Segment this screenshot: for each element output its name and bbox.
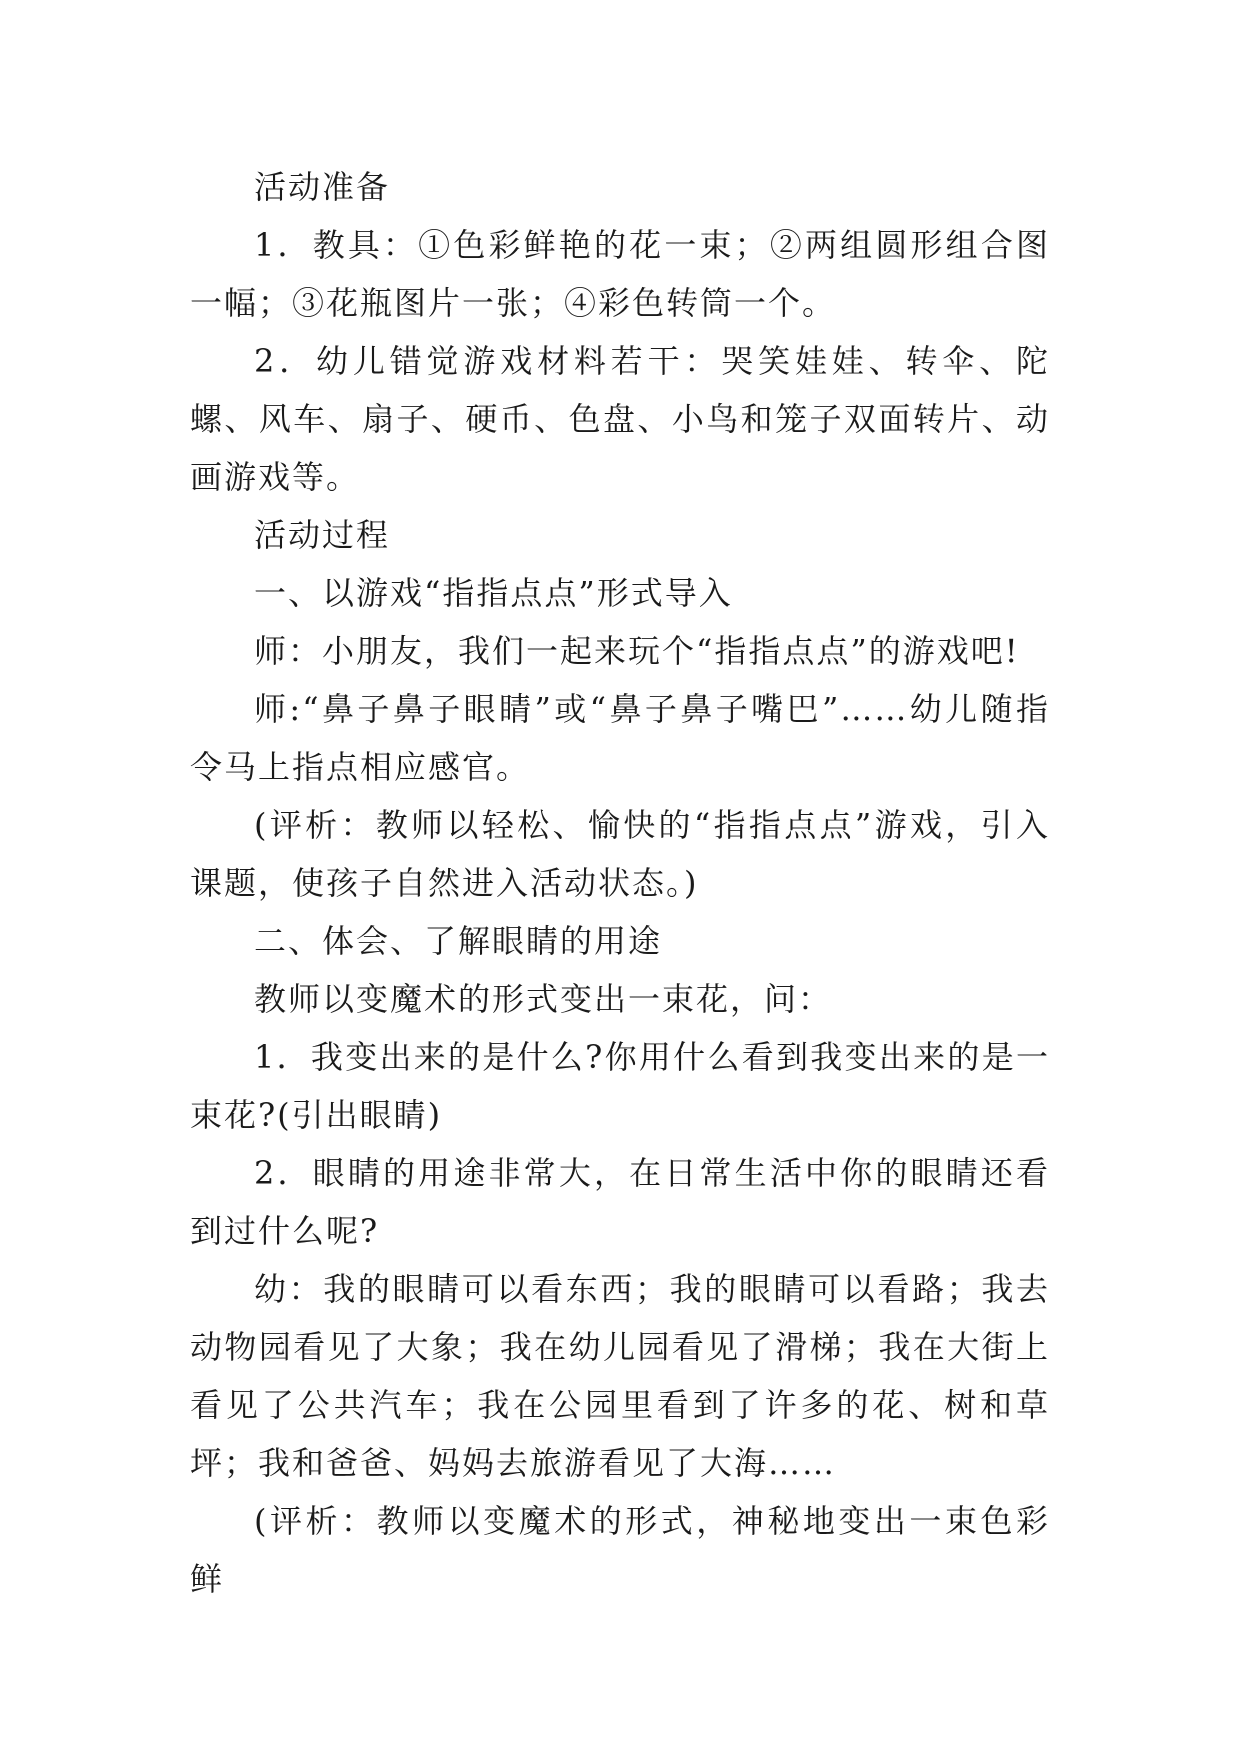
paragraph-teacher-instruction: 师:“鼻子鼻子眼睛”或“鼻子鼻子嘴巴”……幼儿随指令马上指点相应感官。 <box>190 690 1050 786</box>
paragraph-illusion-materials: 2．幼儿错觉游戏材料若干：哭笑娃娃、转伞、陀螺、风车、扇子、硬币、色盘、小鸟和笼子双面转片、动画游戏等。 <box>190 342 1050 496</box>
document-body <box>190 158 1050 1608</box>
paragraph-question-1: 1．我变出来的是什么?你用什么看到我变出来的是一束花?(引出眼睛) <box>190 1038 1050 1134</box>
section-heading-eye-use: 二、体会、了解眼睛的用途 <box>254 922 663 960</box>
section-heading-game-intro: 一、以游戏“指指点点”形式导入 <box>254 574 733 612</box>
heading-activity-preparation: 活动准备 <box>254 168 391 206</box>
paragraph-teaching-aids: 1．教具：①色彩鲜艳的花一束；②两组圆形组合图一幅；③花瓶图片一张；④彩色转筒一个。 <box>190 226 1050 322</box>
heading-activity-process: 活动过程 <box>254 516 391 554</box>
paragraph-commentary-2: (评析：教师以变魔术的形式，神秘地变出一束色彩鲜 <box>190 1502 1050 1598</box>
paragraph-magic-flowers: 教师以变魔术的形式变出一束花，问： <box>254 980 833 1018</box>
paragraph-question-2: 2．眼睛的用途非常大，在日常生活中你的眼睛还看到过什么呢? <box>190 1154 1050 1250</box>
paragraph-commentary-1: (评析：教师以轻松、愉快的“指指点点”游戏，引入课题，使孩子自然进入活动状态。) <box>190 806 1050 902</box>
paragraph-teacher-invite: 师：小朋友，我们一起来玩个“指指点点”的游戏吧! <box>254 632 1020 670</box>
paragraph-children-answers: 幼：我的眼睛可以看东西；我的眼睛可以看路；我去动物园看见了大象；我在幼儿园看见了滑梯；我在大街上看见了公共汽车；我在公园里看到了许多的花、树和草坪；我和爸爸、妈妈去旅游看见了大海…… <box>190 1270 1050 1482</box>
